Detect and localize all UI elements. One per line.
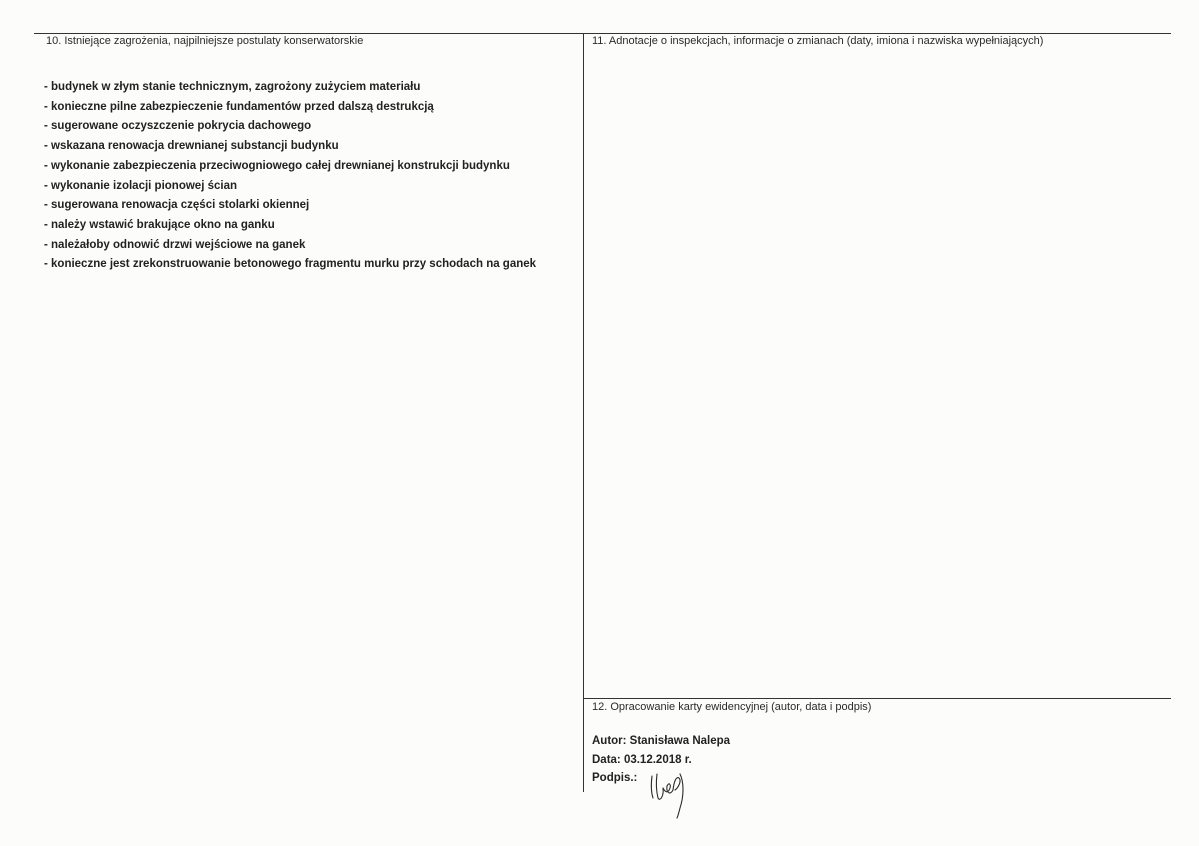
- list-item: - należy wstawić brakujące okno na ganku: [44, 218, 275, 231]
- record-card-author-block: [592, 731, 1152, 752]
- date-line: Data: 03.12.2018 r.: [592, 754, 692, 766]
- column-divider: [583, 33, 584, 792]
- author-line: Autor: Stanisława Nalepa: [592, 735, 731, 747]
- conservation-postulates-list: [44, 78, 579, 275]
- list-item: - sugerowane oczyszczenie pokrycia dachowego: [44, 120, 312, 133]
- section-11-heading: 11. Adnotacje o inspekcjach, informacje o zmianach (daty, imiona i nazwiska wypełniających): [592, 35, 1044, 47]
- list-item: - konieczne jest zrekonstruowanie betonowego fragmentu murku przy schodach na ganek: [44, 258, 537, 271]
- handwritten-signature: [648, 768, 688, 820]
- list-item: - wskazana renowacja drewnianej substancji budynku: [44, 140, 339, 153]
- list-item: - budynek w złym stanie technicznym, zagrożony zużyciem materiału: [44, 81, 421, 93]
- list-item: - należałoby odnowić drzwi wejściowe na ganek: [44, 238, 306, 251]
- list-item: - konieczne pilne zabezpieczenie fundamentów przed dalszą destrukcją: [44, 100, 434, 113]
- list-item: - wykonanie izolacji pionowej ścian: [44, 179, 237, 192]
- section-10-heading: 10. Istniejące zagrożenia, najpilniejsze postulaty konserwatorskie: [46, 35, 364, 47]
- list-item: - wykonanie zabezpieczenia przeciwogniowego całej drewnianej konstrukcji budynku: [44, 159, 510, 172]
- section-12-heading: 12. Opracowanie karty ewidencyjnej (autor, data i podpis): [592, 701, 872, 713]
- section-12-top-rule: [583, 698, 1171, 699]
- signature-label: Podpis.:: [592, 772, 638, 784]
- list-item: - sugerowana renowacja części stolarki okiennej: [44, 199, 310, 212]
